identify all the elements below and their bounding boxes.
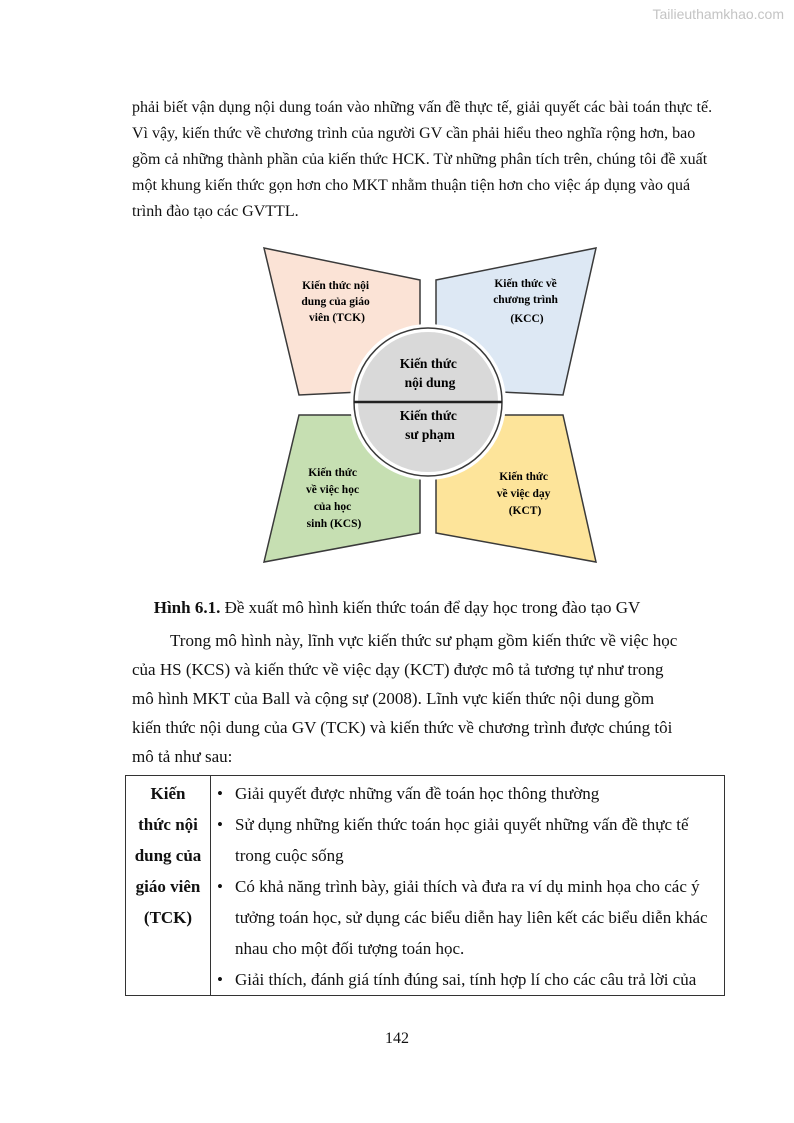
body-line: mô hình MKT của Ball và cộng sự (2008). Lĩnh vực kiến thức nội dung gồm <box>132 689 655 708</box>
label-kcc: Kiến thức về chương trình (KCC) <box>493 278 558 325</box>
list-item-text: Sử dụng những kiến thức toán học giải quyết những vấn đề thực tế <box>235 815 689 834</box>
table-heading-cell <box>126 776 211 996</box>
body-paragraph <box>132 626 720 771</box>
list-item-text: Có khả năng trình bày, giải thích và đưa ra ví dụ minh họa cho các ý <box>235 877 700 896</box>
label-kcs: Kiến thức về việc học của học sinh (KCS) <box>306 467 362 530</box>
list-item-text: tưởng toán học, sử dụng các biểu diễn hay liên kết các biểu diễn khác <box>235 908 708 927</box>
caption-label: Hình 6.1. <box>153 598 221 617</box>
heading-line: dung của <box>134 846 202 865</box>
list-item-text: Giải thích, đánh giá tính đúng sai, tính hợp lí cho các câu trả lời của <box>235 970 697 989</box>
caption-text: Đề xuất mô hình kiến thức toán để dạy học trong đào tạo GV <box>220 598 641 617</box>
heading-line: thức nội <box>138 815 198 834</box>
body-line: kiến thức nội dung của GV (TCK) và kiến thức về chương trình được chúng tôi <box>132 718 673 737</box>
body-line: mô tả như sau: <box>132 747 233 766</box>
bullet-icon: • <box>217 815 223 834</box>
intro-line: một khung kiến thức gọn hơn cho MKT nhằm thuận tiện hơn cho việc áp dụng vào quá <box>132 177 691 194</box>
intro-line: gồm cả những thành phần của kiến thức HCK. Từ những phân tích trên, chúng tôi đề xuất <box>132 151 708 168</box>
center-label-top: Kiến thức nội dung <box>399 356 457 390</box>
body-line: của HS (KCS) và kiến thức về việc dạy (KCT) được mô tả tương tự như trong <box>132 660 664 679</box>
knowledge-model-diagram <box>250 240 610 570</box>
list-item <box>217 809 720 871</box>
list-item-text: trong cuộc sống <box>235 846 344 865</box>
intro-line: Vì vậy, kiến thức về chương trình của người GV cần phải hiểu theo nghĩa rộng hơn, bao <box>132 125 696 142</box>
list-item-text: Giải quyết được những vấn đề toán học thông thường <box>235 784 600 803</box>
figure-caption <box>0 598 794 618</box>
label-kct: Kiến thức về việc dạy (KCT) <box>496 471 551 517</box>
heading-line: Kiến <box>150 784 186 803</box>
tck-table <box>125 775 725 996</box>
intro-line: phải biết vận dụng nội dung toán vào những vấn đề thực tế, giải quyết các bài toán thực tế. <box>132 99 713 116</box>
list-item <box>217 964 720 995</box>
intro-line: trình đào tạo các GVTTL. <box>132 203 299 220</box>
heading-line: (TCK) <box>143 908 193 927</box>
table-content-cell <box>211 776 725 996</box>
list-item <box>217 778 720 809</box>
list-item <box>217 871 720 964</box>
table-row <box>126 776 725 996</box>
heading-line: giáo viên <box>135 877 201 896</box>
bullet-icon: • <box>217 970 223 989</box>
body-line: Trong mô hình này, lĩnh vực kiến thức sư phạm gồm kiến thức về việc học <box>170 631 678 650</box>
page-number: 142 <box>385 1030 409 1047</box>
bullet-icon: • <box>217 784 223 803</box>
watermark: Tailieuthamkhao.com <box>652 6 784 22</box>
tck-list <box>217 778 720 995</box>
intro-paragraph <box>132 95 720 225</box>
label-tck: Kiến thức nội dung của giáo viên (TCK) <box>301 280 370 324</box>
bullet-icon: • <box>217 877 223 896</box>
center-label-bottom: Kiến thức sư phạm <box>399 408 457 442</box>
list-item-text: nhau cho một đối tượng toán học. <box>235 939 465 958</box>
